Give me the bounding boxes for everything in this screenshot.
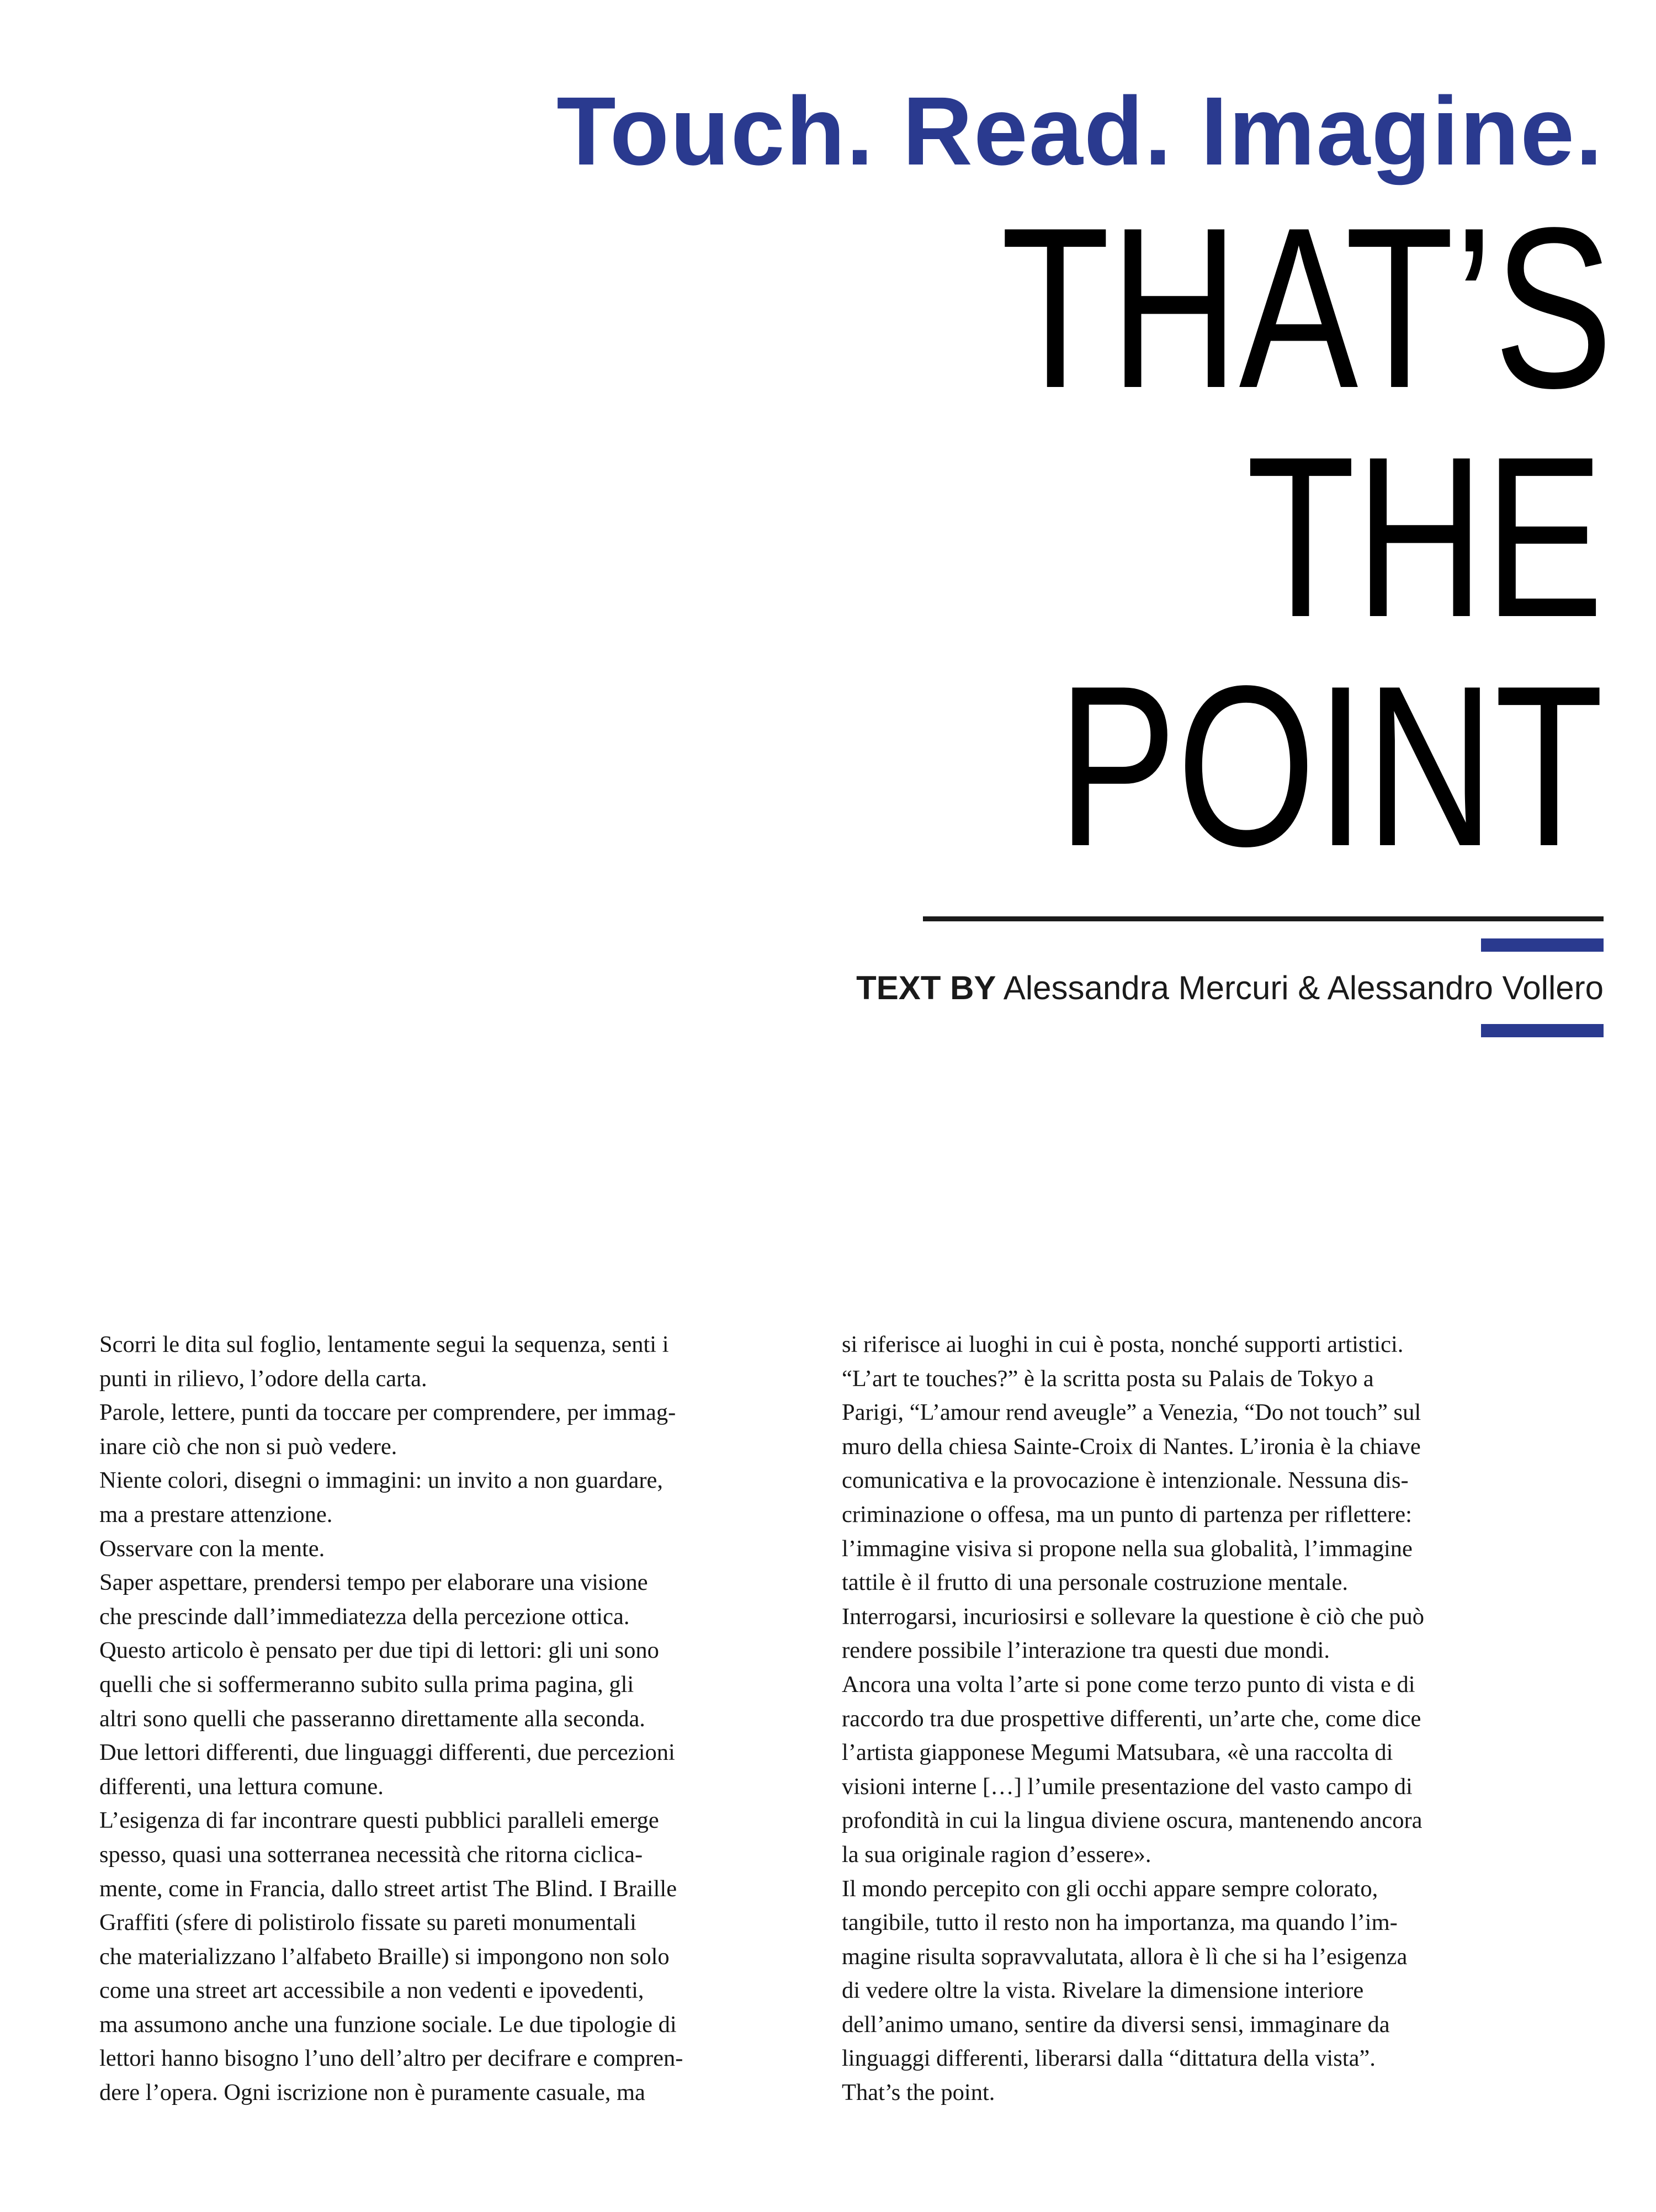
kicker-headline: Touch. Read. Imagine. [556, 77, 1604, 185]
title-divider [923, 916, 1604, 921]
main-title [1001, 179, 1613, 894]
paragraph: That’s the point. [842, 2080, 995, 2106]
byline [856, 967, 1604, 1009]
paragraph: Scorri le dita sul foglio, lentamente segui la sequenza, senti i punti in rilievo, l’odore della carta. [99, 1332, 669, 1392]
paragraph: Parole, lettere, punti da toccare per comprendere, per immag- inare ciò che non si può vedere. [99, 1399, 676, 1460]
paragraph: Interrogarsi, incuriosirsi e sollevare la questione è ciò che può rendere possibile l’interazione tra questi due mondi. [842, 1603, 1425, 1664]
paragraph: Ancora una volta l’arte si pone come terzo punto di vista e di raccordo tra due prospettive differenti, un’arte che, come dice l’artista giapponese Megumi Matsubara, «è una raccolta di visioni interne […] l’umile presentazione del vasto campo di profondità in cui la lingua diviene oscura, mantenendo ancora la sua originale ragion d’essere». [842, 1671, 1423, 1868]
paragraph: si riferisce ai luoghi in cui è posta, nonché supporti artistici. [842, 1332, 1404, 1357]
paragraph: “L’art te touches?” è la scritta posta su Palais de Tokyo a Parigi, “L’amour rend aveugle” a Venezia, “Do not touch” sul muro della chiesa Sainte-Croix di Nantes. L’ironia è la chiave comunicativa e la provocazione è intenzionale. Nessuna dis- criminazione o offesa, ma un punto di partenza per riflettere: l’immagine visiva si propone nella sua globalità, l’immagine tattile è il frutto di una personale costruzione mentale. [842, 1365, 1421, 1596]
title-line-2: THE [1246, 409, 1604, 665]
article-column-right [842, 1328, 1543, 2110]
paragraph: Il mondo percepito con gli occhi appare sempre colorato, tangibile, tutto il resto non ha importanza, ma quando l’im- magine risulta sopravvalutata, allora è lì che si ha l’esigenza di vedere oltre la vista. Rivelare la dimensione interiore dell’animo umano, sentire da diversi sensi, immaginare da linguaggi differenti, liberarsi dalla “dittatura della vista”. [842, 1875, 1408, 2072]
paragraph: Osservare con la mente. [99, 1535, 325, 1562]
byline-authors: Alessandra Mercuri & Alessandro Vollero [1003, 969, 1604, 1006]
accent-bar-top [1481, 938, 1604, 952]
paragraph: Niente colori, disegni o immagini: un invito a non guardare, ma a prestare attenzione. [99, 1467, 663, 1527]
paragraph: L’esigenza di far incontrare questi pubblici paralleli emerge spesso, quasi una sotterranea necessità che ritorna ciclica- mente, come in Francia, dallo street artist The Blind. I Braille Graffiti (sfere di polistirolo fissate su pareti monumentali che materializzano l’alfabeto Braille) si impongono non solo come una street art accessibile a non vedenti e ipovedenti, ma assumono anche una funzione sociale. Le due tipologie di lettori hanno bisogno l’uno dell’altro per decifrare e compren- dere l’opera. Ogni iscrizione non è puramente casuale, ma [99, 1807, 683, 2106]
article-column-left [99, 1328, 800, 2110]
paragraph: Due lettori differenti, due linguaggi differenti, due percezioni differenti, una lettura comune. [99, 1739, 675, 1800]
paragraph: Saper aspettare, prendersi tempo per elaborare una visione che prescinde dall’immediatezza della percezione ottica. [99, 1569, 648, 1630]
title-line-1: THAT’S [1001, 179, 1613, 436]
byline-label: TEXT BY [856, 969, 996, 1006]
title-line-3: POINT [1057, 638, 1604, 894]
paragraph: Questo articolo è pensato per due tipi di lettori: gli uni sono quelli che si soffermeranno subito sulla prima pagina, gli altri sono quelli che passeranno direttamente alla seconda. [99, 1637, 659, 1732]
accent-bar-bottom [1481, 1024, 1604, 1037]
